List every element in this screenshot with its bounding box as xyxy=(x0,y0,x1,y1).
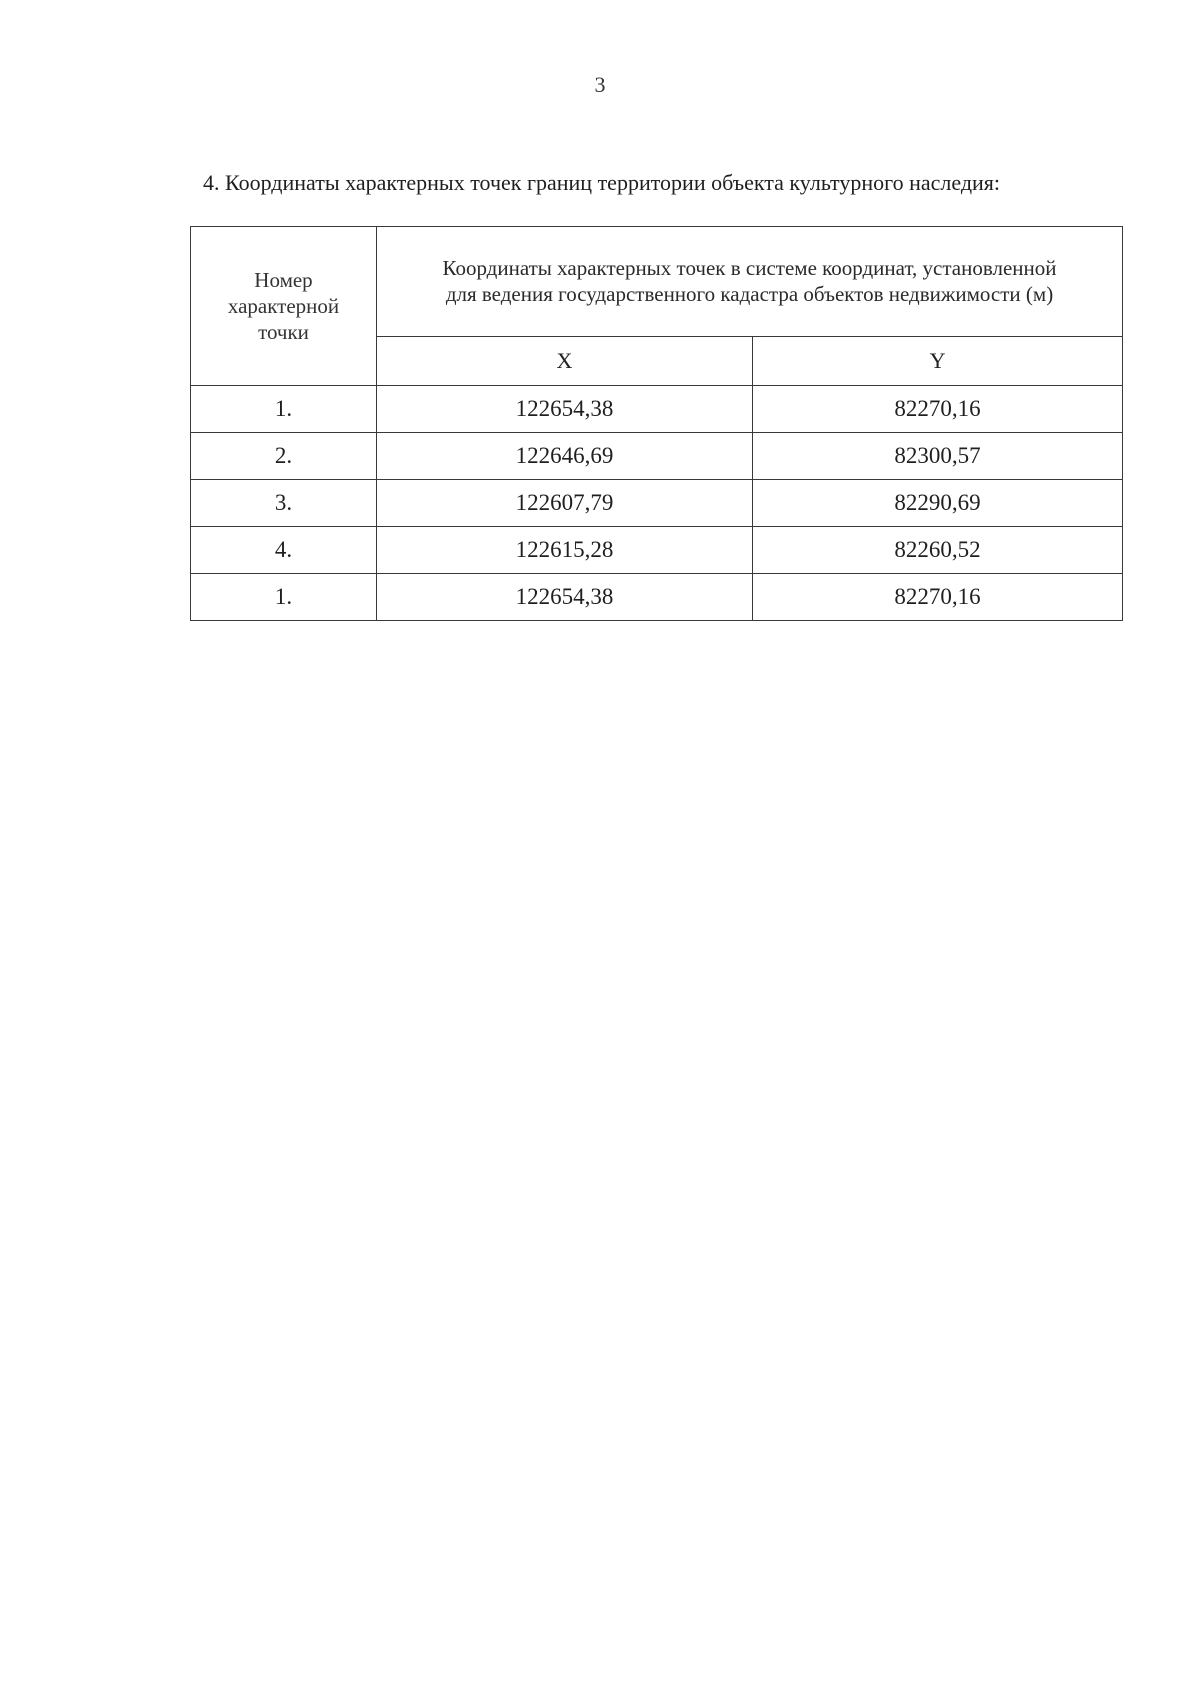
x-coordinate-cell: 122654,38 xyxy=(377,574,753,621)
coordinates-table xyxy=(190,226,1123,621)
table-row xyxy=(191,574,1123,621)
x-coordinate-cell: 122607,79 xyxy=(377,480,753,527)
y-coordinate-cell: 82270,16 xyxy=(753,574,1123,621)
table-row xyxy=(191,480,1123,527)
point-number-header xyxy=(191,227,377,386)
x-column-header: X xyxy=(377,336,753,385)
y-coordinate-cell: 82260,52 xyxy=(753,527,1123,574)
point-number-header-line: характерной xyxy=(227,294,340,318)
x-coordinate-cell: 122646,69 xyxy=(377,433,753,480)
table-row xyxy=(191,386,1123,433)
table-row xyxy=(191,433,1123,480)
coordinates-header-line: для ведения государственного кадастра объектов недвижимости (м) xyxy=(445,282,1054,307)
table-header-row xyxy=(191,227,1123,337)
point-number-header-line: Номер xyxy=(254,268,313,292)
coordinates-group-header xyxy=(377,227,1123,337)
y-coordinate-cell: 82270,16 xyxy=(753,386,1123,433)
x-coordinate-cell: 122654,38 xyxy=(377,386,753,433)
page-number: 3 xyxy=(594,72,606,97)
section-heading: 4. Координаты характерных точек границ территории объекта культурного наследия: xyxy=(203,170,1001,195)
y-coordinate-cell: 82290,69 xyxy=(753,480,1123,527)
y-coordinate-cell: 82300,57 xyxy=(753,433,1123,480)
point-number-cell: 1. xyxy=(191,574,377,621)
x-coordinate-cell: 122615,28 xyxy=(377,527,753,574)
point-number-cell: 3. xyxy=(191,480,377,527)
table-row xyxy=(191,527,1123,574)
point-number-header-line: точки xyxy=(258,320,309,344)
point-number-cell: 1. xyxy=(191,386,377,433)
y-column-header: Y xyxy=(753,336,1123,385)
point-number-cell: 4. xyxy=(191,527,377,574)
coordinates-header-line: Координаты характерных точек в системе координат, установленной xyxy=(442,256,1057,281)
point-number-cell: 2. xyxy=(191,433,377,480)
